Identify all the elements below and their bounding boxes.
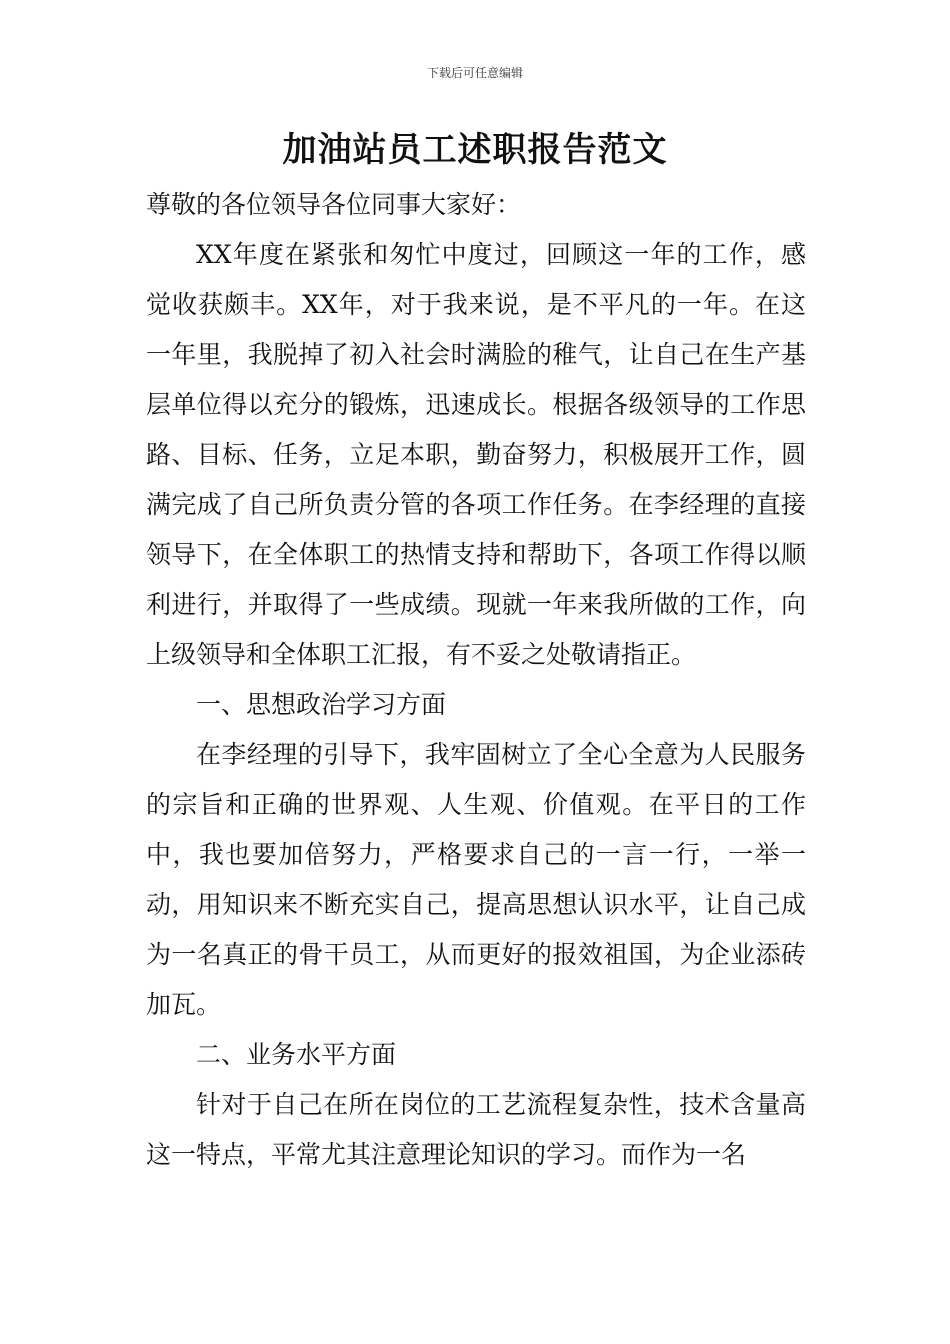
paragraph-business: 针对于自己在所在岗位的工艺流程复杂性，技术含量高这一特点，平常尤其注意理论知识的学习。而作为一名 <box>146 1090 806 1169</box>
paragraph-intro: XX年度在紧张和匆忙中度过，回顾这一年的工作，感觉收获颇丰。XX年，对于我来说，是不平凡的一年。在这一年里，我脱掉了初入社会时满脸的稚气，让自己在生产基层单位得以充分的锻炼，迅速成长。根据各级领导的工作思路、目标、任务，立足本职，勤奋努力，积极展开工作，圆满完成了自己所负责分管的各项工作任务。在李经理的直接领导下，在全体职工的热情支持和帮助下，各项工作得以顺利进行，并取得了一些成绩。现就一年来我所做的工作，向上级领导和全体职工汇报，有不妥之处敬请指正。 <box>146 240 806 669</box>
header-note: 下载后可任意编辑 <box>426 66 523 80</box>
section-heading-business: 二、业务水平方面 <box>196 1040 397 1069</box>
document-title: 加油站员工述职报告范文 <box>282 130 668 170</box>
section-heading-politics: 一、思想政治学习方面 <box>196 690 447 719</box>
salutation: 尊敬的各位领导各位同事大家好： <box>146 190 522 219</box>
document-body <box>146 180 806 1180</box>
paragraph-politics: 在李经理的引导下，我牢固树立了全心全意为人民服务的宗旨和正确的世界观、人生观、价值观。在平日的工作中，我也要加倍努力，严格要求自己的一言一行，一举一动，用知识来不断充实自己，提高思想认识水平，让自己成为一名真正的骨干员工，从而更好的报效祖国，为企业添砖加瓦。 <box>146 740 806 1019</box>
